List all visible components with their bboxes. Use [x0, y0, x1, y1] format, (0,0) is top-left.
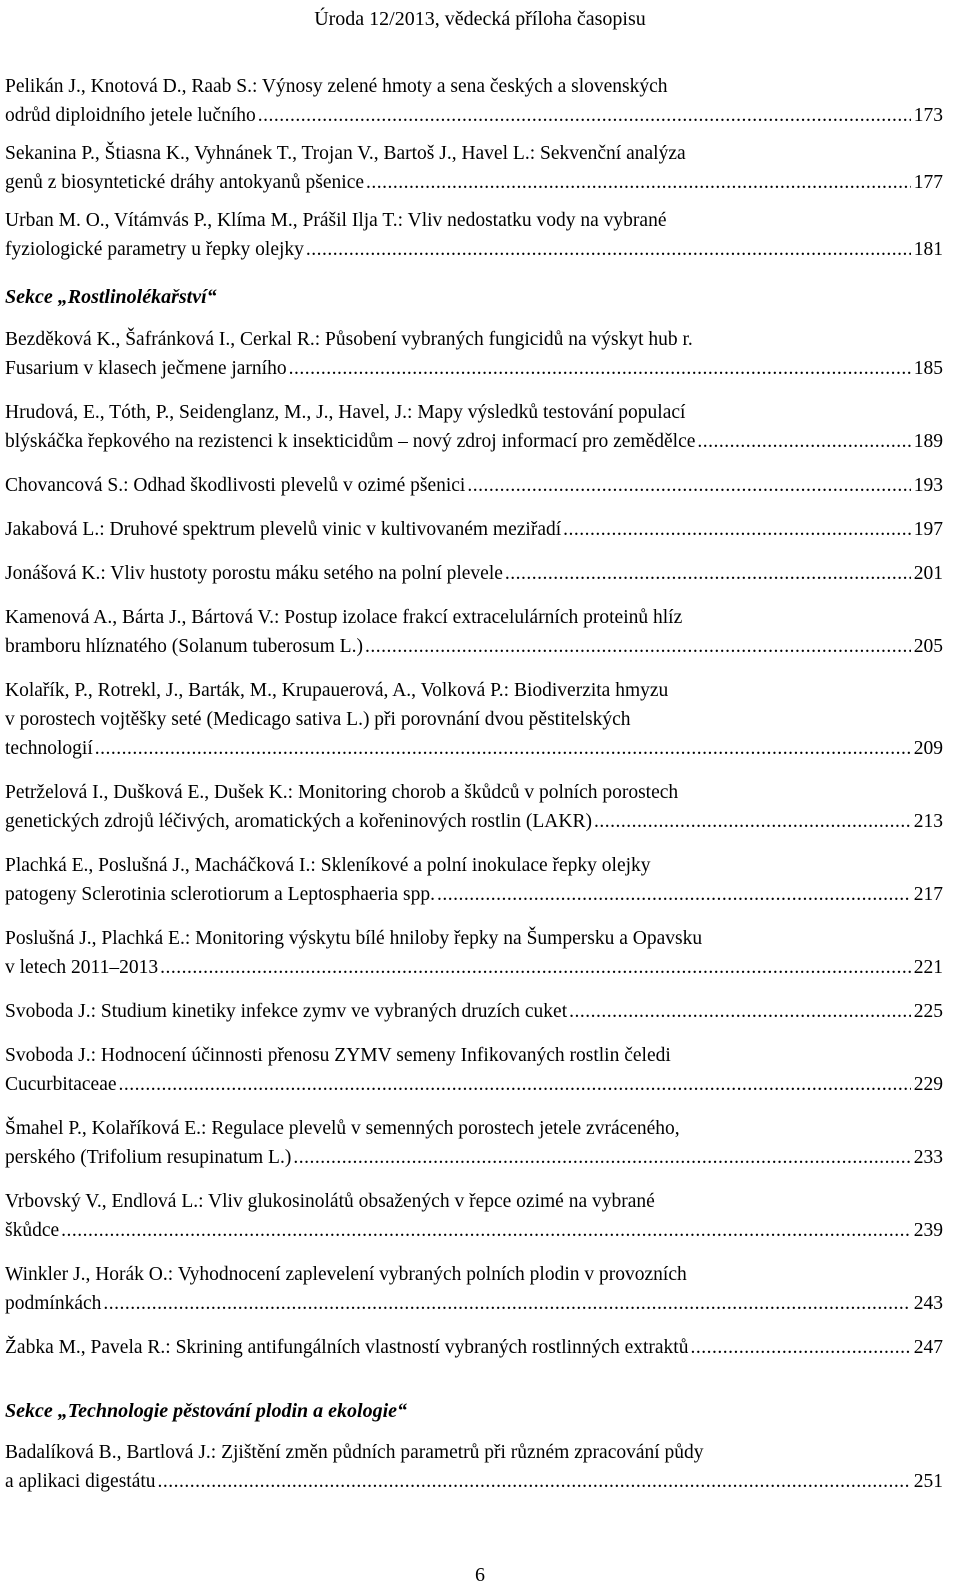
- toc-entry-text: Svoboda J.: Studium kinetiky infekce zymv ve vybraných druzích cuket: [5, 1001, 568, 1022]
- toc-entry-line: [5, 1070, 943, 1099]
- dot-leader: [293, 1143, 910, 1172]
- toc-entry-line: [5, 807, 943, 836]
- dot-leader: [366, 168, 911, 197]
- toc-entry: [5, 471, 943, 500]
- toc-entry-text: bramboru hlíznatého (Solanum tuberosum L.): [5, 636, 363, 657]
- toc-entry-text: Svoboda J.: Hodnocení účinnosti přenosu ZYMV semeny Infikovaných rostlin čeledi: [5, 1045, 671, 1066]
- toc-entry: [5, 1187, 943, 1245]
- section-heading-technologie: Sekce „Technologie pěstování plodin a ekologie“: [5, 1400, 408, 1422]
- toc-entry-line: [5, 778, 943, 807]
- toc-entry-text: v porostech vojtěšky seté (Medicago sativa L.) při porovnání dvou pěstitelských: [5, 709, 631, 730]
- toc-entry-text: Vrbovský V., Endlová L.: Vliv glukosinolátů obsažených v řepce ozimé na vybrané: [5, 1191, 655, 1212]
- toc-entry-text: Poslušná J., Plachká E.: Monitoring výskytu bílé hniloby řepky na Šumpersku a Opavsku: [5, 928, 703, 949]
- toc-entry-text: Cucurbitaceae: [5, 1074, 117, 1095]
- toc-entry-line: [5, 1467, 943, 1496]
- toc-entry-line: [5, 1333, 943, 1362]
- toc-entry-line: [5, 1041, 943, 1070]
- toc-entry: [5, 1041, 943, 1099]
- dot-leader: [61, 1216, 911, 1245]
- toc-entry: [5, 559, 943, 588]
- toc-entry-line: [5, 559, 943, 588]
- toc-entry-text: podmínkách: [5, 1293, 102, 1314]
- toc-entry-text: technologií: [5, 738, 93, 759]
- toc-entry: [5, 72, 943, 130]
- toc-entry: [5, 206, 943, 264]
- toc-entry-text: Sekanina P., Štiasna K., Vyhnánek T., Trojan V., Bartoš J., Havel L.: Sekvenční analýza: [5, 143, 686, 164]
- toc-entry: [5, 1438, 943, 1496]
- toc-entry-line: [5, 705, 943, 734]
- section-heading-rostlinolekarstvi: Sekce „Rostlinolékařství“: [5, 286, 217, 308]
- toc-entry-page: 229: [913, 1074, 943, 1095]
- toc-entry-text: genetických zdrojů léčivých, aromatických a kořeninových rostlin (LAKR): [5, 811, 592, 832]
- dot-leader: [594, 807, 911, 836]
- toc-entry-text: fyziologické parametry u řepky olejky: [5, 239, 304, 260]
- toc-entry-line: [5, 924, 943, 953]
- toc-entry-page: 177: [913, 172, 943, 193]
- toc-entry-line: [5, 168, 943, 197]
- toc-entry: [5, 398, 943, 456]
- toc-entry-page: 205: [913, 636, 943, 657]
- toc-entry-text: Jonášová K.: Vliv hustoty porostu máku setého na polní plevele: [5, 563, 503, 584]
- toc-entry-line: [5, 515, 943, 544]
- entries-group-a: [5, 72, 943, 264]
- toc-entry-text: Pelikán J., Knotová D., Raab S.: Výnosy zelené hmoty a sena českých a slovenských: [5, 76, 668, 97]
- toc-entry-text: škůdce: [5, 1220, 60, 1241]
- dot-leader: [158, 1467, 911, 1496]
- toc-entry-page: 189: [913, 431, 943, 452]
- toc-entry: [5, 997, 943, 1026]
- toc-entry-line: [5, 1143, 943, 1172]
- toc-entry-page: 233: [913, 1147, 943, 1168]
- toc-entry-page: 225: [913, 1001, 943, 1022]
- toc-entry-text: odrůd diploidního jetele lučního: [5, 105, 256, 126]
- toc-entry-line: [5, 851, 943, 880]
- toc-entry: [5, 851, 943, 909]
- dot-leader: [119, 1070, 911, 1099]
- toc-entry-page: 221: [913, 957, 943, 978]
- toc-entry-text: genů z biosyntetické dráhy antokyanů pšenice: [5, 172, 365, 193]
- toc-entry-text: Kolařík, P., Rotrekl, J., Barták, M., Krupauerová, A., Volková P.: Biodiverzita hmyzu: [5, 680, 669, 701]
- toc-entry-page: 209: [913, 738, 943, 759]
- table-of-contents: [5, 72, 943, 1511]
- toc-entry-page: 251: [913, 1471, 943, 1492]
- toc-entry-text: blýskáčka řepkového na rezistenci k insekticidům – nový zdroj informací pro zemědělce: [5, 431, 696, 452]
- toc-entry-page: 247: [913, 1337, 943, 1358]
- toc-entry-line: [5, 734, 943, 763]
- toc-entry-line: [5, 325, 943, 354]
- toc-entry-page: 193: [913, 475, 943, 496]
- toc-entry: [5, 603, 943, 661]
- toc-entry-line: [5, 1114, 943, 1143]
- toc-entry: [5, 676, 943, 763]
- toc-entry-text: Petrželová I., Dušková E., Dušek K.: Monitoring chorob a škůdců v polních porostech: [5, 782, 679, 803]
- dot-leader: [365, 632, 911, 661]
- toc-entry: [5, 325, 943, 383]
- toc-entry-text: Hrudová, E., Tóth, P., Seidenglanz, M., J., Havel, J.: Mapy výsledků testování populací: [5, 402, 686, 423]
- toc-entry-line: [5, 427, 943, 456]
- toc-entry-line: [5, 1216, 943, 1245]
- dot-leader: [160, 953, 911, 982]
- toc-entry: [5, 515, 943, 544]
- toc-entry-line: [5, 880, 943, 909]
- toc-entry-text: Bezděková K., Šafránková I., Cerkal R.: Působení vybraných fungicidů na výskyt hub r.: [5, 329, 693, 350]
- dot-leader: [697, 427, 910, 456]
- dot-leader: [690, 1333, 910, 1362]
- toc-entry: [5, 1333, 943, 1362]
- toc-entry: [5, 778, 943, 836]
- toc-entry-text: Plachká E., Poslušná J., Macháčková I.: Skleníkové a polní inokulace řepky olejky: [5, 855, 651, 876]
- toc-entry-text: patogeny Sclerotinia sclerotiorum a Leptosphaeria spp.: [5, 884, 435, 905]
- toc-entry-text: v letech 2011–2013: [5, 957, 159, 978]
- dot-leader: [306, 235, 911, 264]
- toc-entry-text: a aplikaci digestátu: [5, 1471, 156, 1492]
- dot-leader: [258, 101, 911, 130]
- toc-entry-text: Winkler J., Horák O.: Vyhodnocení zaplevelení vybraných polních plodin v provozních: [5, 1264, 687, 1285]
- toc-entry-page: 185: [913, 358, 943, 379]
- toc-entry: [5, 139, 943, 197]
- toc-entry-page: 217: [913, 884, 943, 905]
- toc-entry-text: Urban M. O., Vítámvás P., Klíma M., Prášil Ilja T.: Vliv nedostatku vody na vybrané: [5, 210, 667, 231]
- dot-leader: [505, 559, 911, 588]
- toc-entry-text: Jakabová L.: Druhové spektrum plevelů vinic v kultivovaném meziřadí: [5, 519, 562, 540]
- toc-entry-page: 181: [913, 239, 943, 260]
- dot-leader: [103, 1289, 910, 1318]
- toc-entry-line: [5, 101, 943, 130]
- toc-entry-line: [5, 632, 943, 661]
- toc-entry-text: Žabka M., Pavela R.: Skrining antifungálních vlastností vybraných rostlinných extraktů: [5, 1337, 689, 1358]
- toc-entry-text: perského (Trifolium resupinatum L.): [5, 1147, 292, 1168]
- entries-group-b: [5, 325, 943, 1362]
- toc-entry-line: [5, 398, 943, 427]
- toc-entry-line: [5, 139, 943, 168]
- page-header: Úroda 12/2013, vědecká příloha časopisu: [314, 8, 646, 30]
- toc-entry: [5, 1260, 943, 1318]
- toc-entry: [5, 1114, 943, 1172]
- toc-entry: [5, 924, 943, 982]
- page-number: 6: [475, 1564, 485, 1586]
- dot-leader: [563, 515, 911, 544]
- toc-entry-text: Badalíková B., Bartlová J.: Zjištění změn půdních parametrů při různém zpracování půdy: [5, 1442, 704, 1463]
- toc-entry-line: [5, 72, 943, 101]
- dot-leader: [95, 734, 911, 763]
- toc-entry-page: 201: [913, 563, 943, 584]
- toc-entry-text: Chovancová S.: Odhad škodlivosti plevelů v ozimé pšenici: [5, 475, 466, 496]
- toc-entry-page: 173: [913, 105, 943, 126]
- toc-entry-line: [5, 676, 943, 705]
- toc-entry-line: [5, 235, 943, 264]
- toc-entry-line: [5, 953, 943, 982]
- toc-entry-page: 239: [913, 1220, 943, 1241]
- toc-entry-text: Šmahel P., Kolaříková E.: Regulace plevelů v semenných porostech jetele zvráceného,: [5, 1118, 680, 1139]
- toc-entry-line: [5, 1289, 943, 1318]
- dot-leader: [289, 354, 911, 383]
- toc-entry-line: [5, 603, 943, 632]
- toc-entry-text: Fusarium v klasech ječmene jarního: [5, 358, 287, 379]
- toc-entry-line: [5, 471, 943, 500]
- toc-entry-page: 213: [913, 811, 943, 832]
- dot-leader: [467, 471, 910, 500]
- dot-leader: [437, 880, 911, 909]
- toc-entry-page: 243: [913, 1293, 943, 1314]
- entries-group-c: [5, 1438, 943, 1496]
- toc-entry-line: [5, 206, 943, 235]
- toc-entry-line: [5, 997, 943, 1026]
- toc-entry-page: 197: [913, 519, 943, 540]
- toc-entry-line: [5, 1187, 943, 1216]
- toc-entry-line: [5, 1260, 943, 1289]
- toc-entry-line: [5, 354, 943, 383]
- toc-entry-line: [5, 1438, 943, 1467]
- dot-leader: [569, 997, 911, 1026]
- toc-entry-text: Kamenová A., Bárta J., Bártová V.: Postup izolace frakcí extracelulárních proteinů hlíz: [5, 607, 683, 628]
